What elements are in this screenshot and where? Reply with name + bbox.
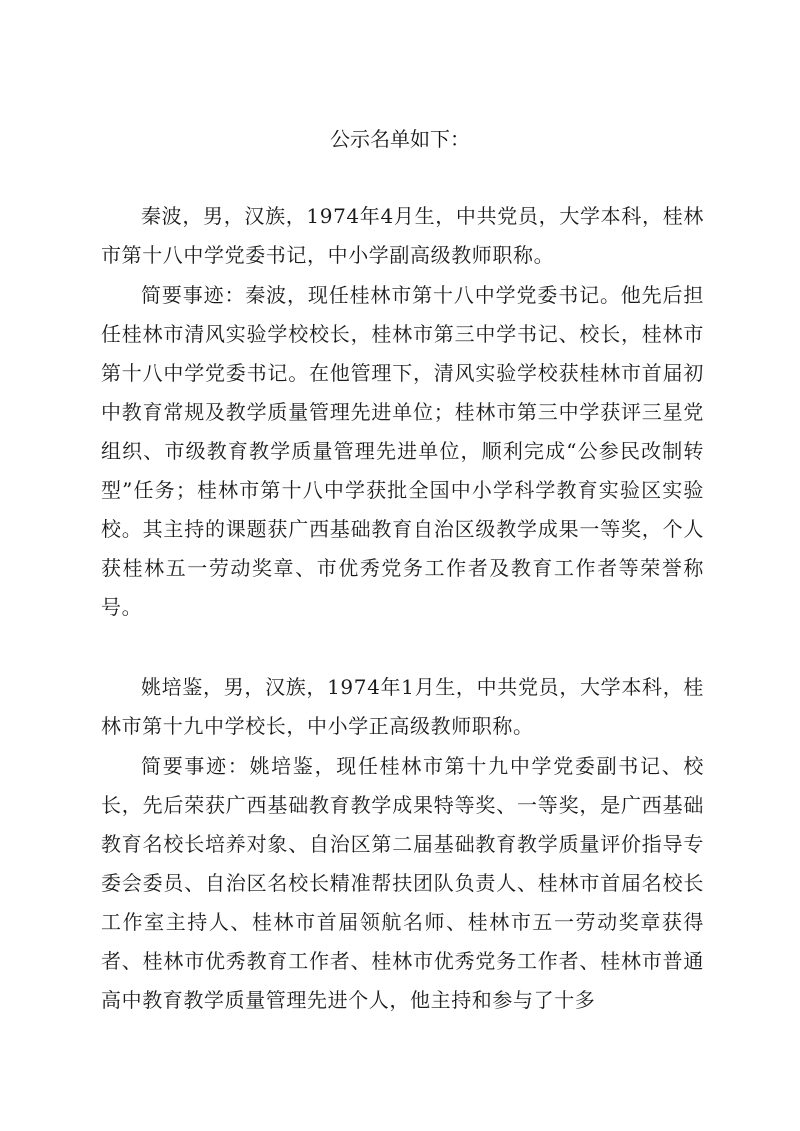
entry-2-summary: 简要事迹：姚培鉴，现任桂林市第十九中学党委副书记、校长，先后荣获广西基础教育教学成果特等奖、一等奖，是广西基础教育名校长培养对象、自治区第二届基础教育教学质量评价指导专委会委员、自治区名校长精准帮扶团队负责人、桂林市首届名校长工作室主持人、桂林市首届领航名师、桂林市五一劳动奖章获得者、桂林市优秀教育工作者、桂林市优秀党务工作者、桂林市普通高中教育教学质量管理先进个人，他主持和参与了十多 [101,754,704,1012]
entry-2-profile: 姚培鉴，男，汉族，1974年1月生，中共党员，大学本科，桂林市第十九中学校长，中小学正高级教师职称。 [101,675,704,738]
page-title: 公示名单如下： [330,127,470,151]
entry-1-profile: 秦波，男，汉族，1974年4月生，中共党员，大学本科，桂林市第十八中学党委书记，中小学副高级教师职称。 [101,204,704,267]
entry-1-summary: 简要事迹：秦波，现任桂林市第十八中学党委书记。他先后担任桂林市清风实验学校校长，桂林市第三中学书记、校长，桂林市第十八中学党委书记。在他管理下，清风实验学校获桂林市首届初中教育常规及教学质量管理先进单位；桂林市第三中学获评三星党组织、市级教育教学质量管理先进单位，顺利完成“公参民改制转型”任务；桂林市第十八中学获批全国中小学科学教育实验区实验校。其主持的课题获广西基础教育自治区级教学成果一等奖，个人获桂林五一劳动奖章、市优秀党务工作者及教育工作者等荣誉称号。 [101,283,704,619]
